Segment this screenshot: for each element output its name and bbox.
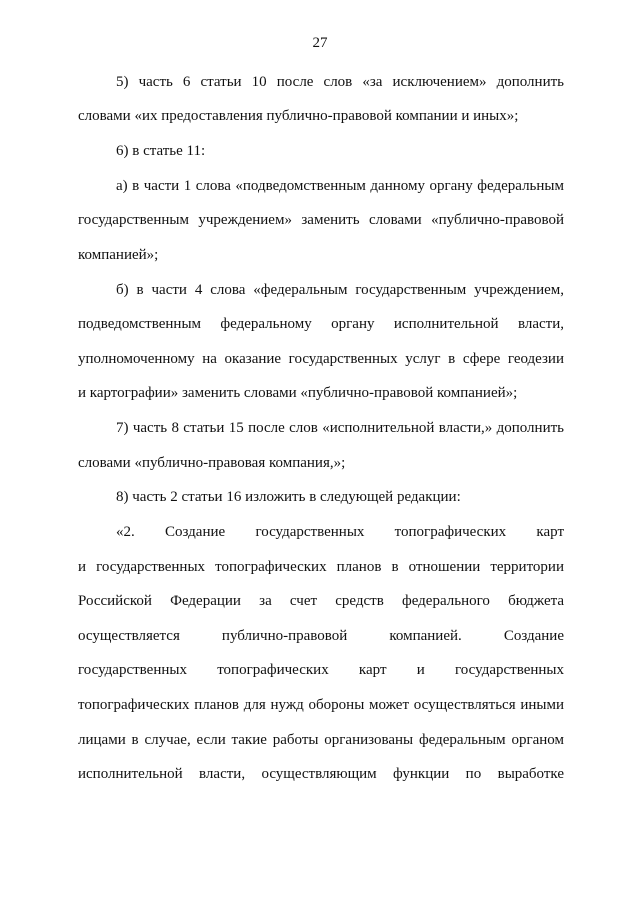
text-line: подведомственным федеральному органу исполнительной власти, [78,316,564,332]
text-line: уполномоченному на оказание государственных услуг в сфере геодезии [78,351,564,367]
text-line: б) в части 4 слова «федеральным государственным учреждением, [116,282,564,298]
text-line: 6) в статье 11: [116,143,206,159]
text-line: исполнительной власти, осуществляющим функции по выработке [78,766,564,782]
text-line: 8) часть 2 статьи 16 изложить в следующей редакции: [116,489,461,505]
text-line: Российской Федерации за счет средств федерального бюджета [78,593,564,609]
text-line: и картографии» заменить словами «публично-правовой компанией»; [78,385,518,401]
text-line: государственным учреждением» заменить словами «публично-правовой [78,212,564,228]
text-line: топографических планов для нужд обороны может осуществляться иными [78,697,564,713]
text-line: осуществляется публично-правовой компанией. Создание [78,628,564,644]
text-line: а) в части 1 слова «подведомственным данному органу федеральным [116,178,564,194]
text-line: «2. Создание государственных топографических карт [116,524,564,540]
text-line: государственных топографических карт и государственных [78,662,564,678]
text-line: словами «публично-правовая компания,»; [78,455,346,471]
text-line: лицами в случае, если такие работы организованы федеральным органом [78,732,564,748]
text-line: словами «их предоставления публично-правовой компании и иных»; [78,108,519,124]
text-line: 7) часть 8 статьи 15 после слов «исполнительной власти,» дополнить [116,420,564,436]
page-number: 27 [312,35,328,51]
text-line: компанией»; [78,247,159,263]
text-line: 5) часть 6 статьи 10 после слов «за исключением» дополнить [116,74,564,90]
text-line: и государственных топографических планов в отношении территории [78,559,564,575]
